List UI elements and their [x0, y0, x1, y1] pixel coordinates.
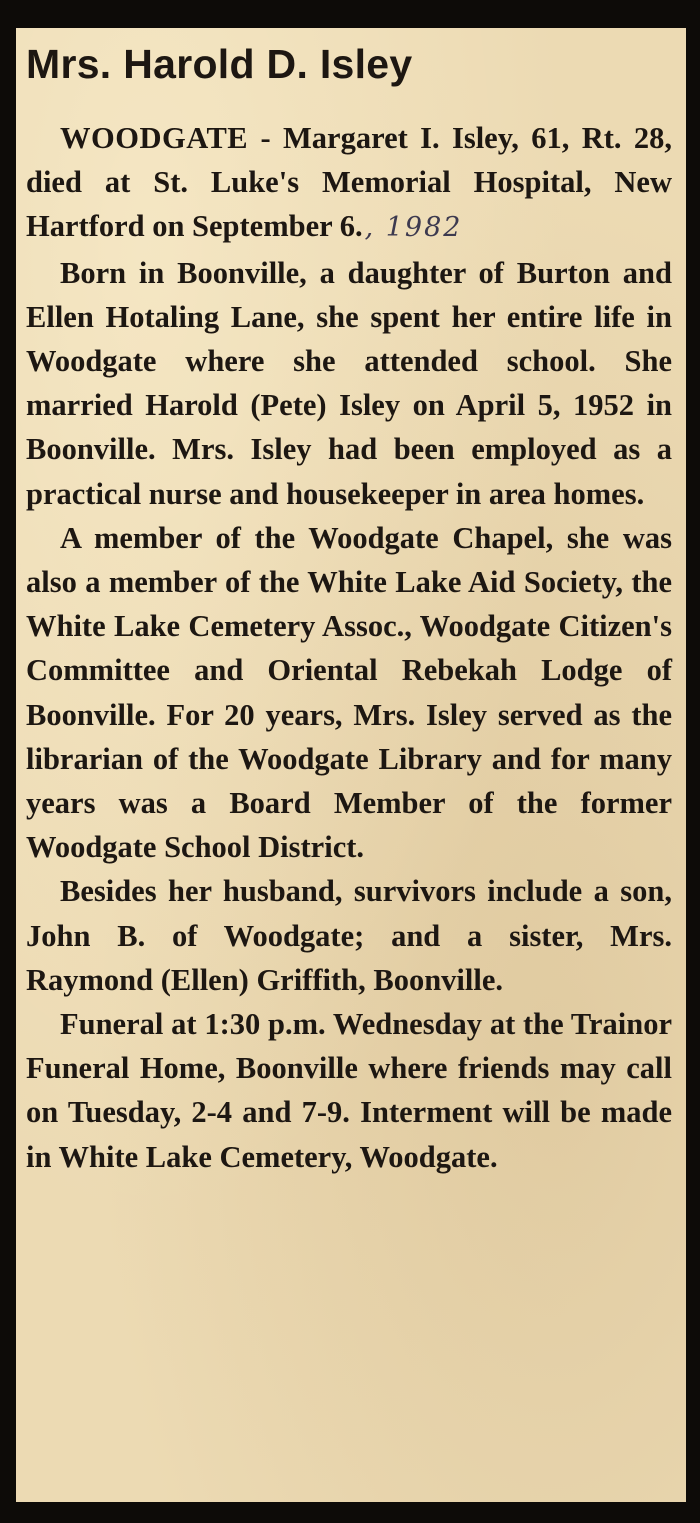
handwritten-year-annotation: , 1982 [364, 212, 463, 244]
death-notice-text: - Margaret I. Isley, 61, Rt. 28, died at St. Luke's Memorial Hospital, New Hartford on September 6. [26, 121, 672, 244]
obituary-headline: Mrs. Harold D. Isley [26, 41, 413, 87]
newspaper-clipping [16, 28, 686, 1502]
paragraph-biography: Born in Boonville, a daughter of Burton and Ellen Hotaling Lane, she spent her entire life in Woodgate where she attended school. She married Harold (Pete) Isley on April 5, 1952 in Boonville. Mrs. Isley had been employed as a practical nurse and housekeeper in area homes. [26, 255, 672, 511]
dateline: WOODGATE [60, 121, 249, 155]
paragraph-funeral: Funeral at 1:30 p.m. Wednesday at the Trainor Funeral Home, Boonville where friends may call on Tuesday, 2-4 and 7-9. Interment will be made in White Lake Cemetery, Woodgate. [26, 1007, 672, 1174]
obituary-body [26, 116, 672, 1179]
paragraph-death-notice [26, 116, 672, 251]
paragraph-survivors: Besides her husband, survivors include a son, John B. of Woodgate; and a sister, Mrs. Raymond (Ellen) Griffith, Boonville. [26, 874, 672, 997]
paragraph-memberships: A member of the Woodgate Chapel, she was also a member of the White Lake Aid Society, the White Lake Cemetery Assoc., Woodgate Citizen's Committee and Oriental Rebekah Lodge of Boonville. For 20 years, Mrs. Isley served as the librarian of the Woodgate Library and for many years was a Board Member of the former Woodgate School District. [26, 520, 672, 865]
